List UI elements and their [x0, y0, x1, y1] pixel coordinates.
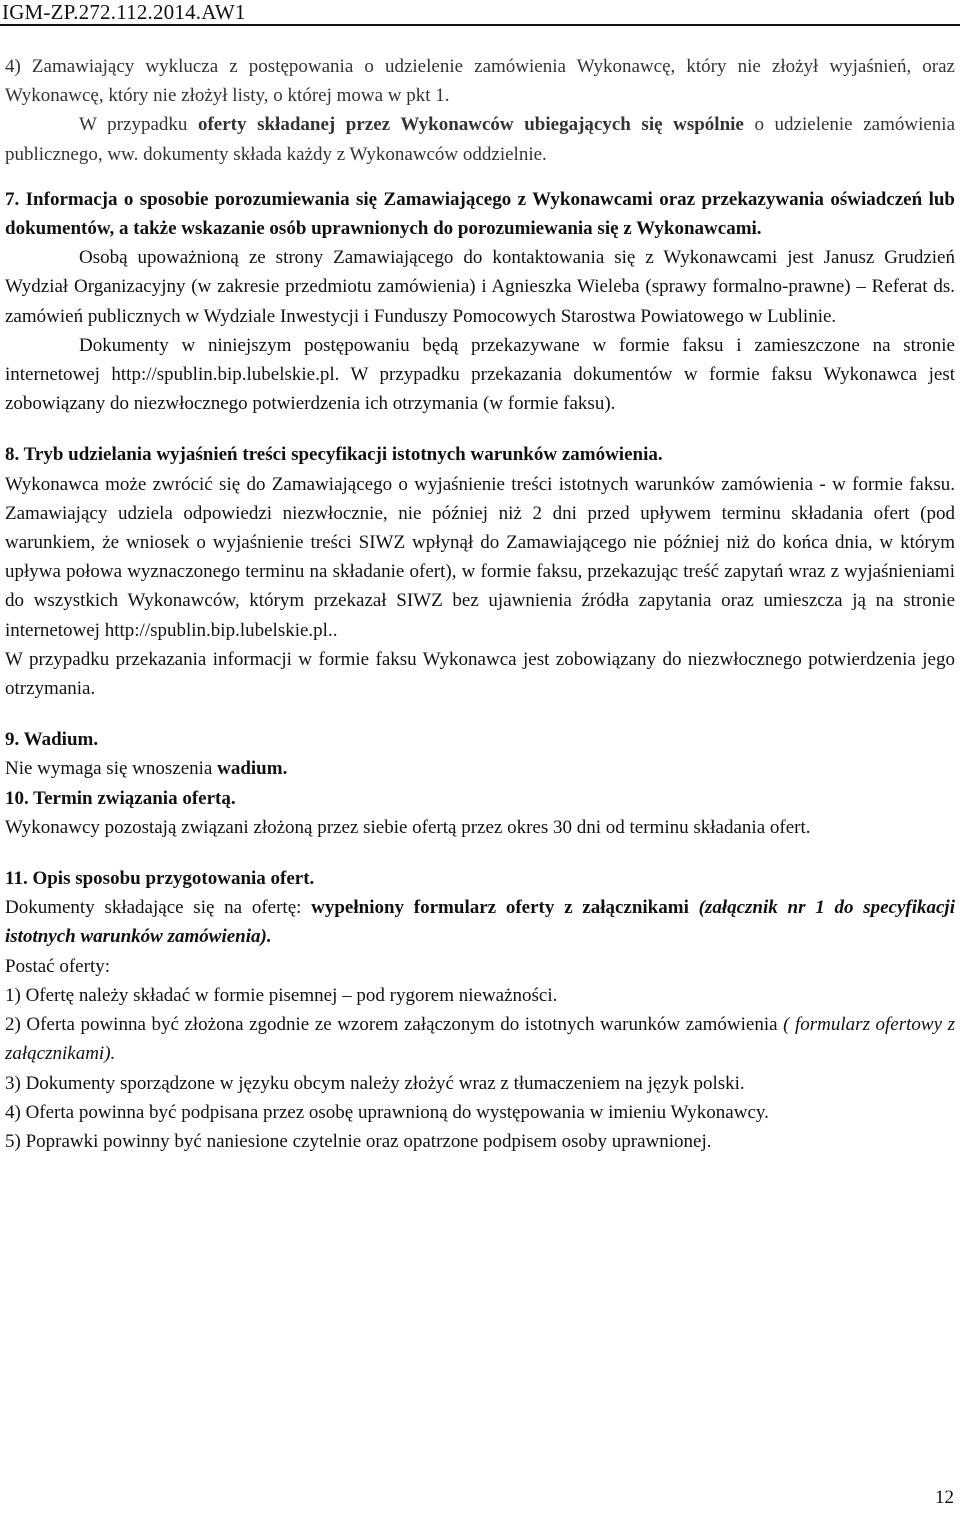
section11-heading: 11. Opis sposobu przygotowania ofert. [5, 868, 315, 890]
section7-contact-paragraph: Osobą upoważnioną ze strony Zamawiającego do kontaktowania się z Wykonawcami jest Janusz Grudzień Wydział Organizacyjny (w zakresie przedmiotu zamówienia) i Agnieszka Wieleba (sprawy formalno-prawne) – Referat ds. zamówień publicznych w Wydziale Inwestycji i Funduszy Pomocowych Starostwa Powiatowego w Lublinie. [5, 247, 955, 327]
section10-heading: 10. Termin związania ofertą. [5, 787, 236, 809]
document-id-header: IGM-ZP.272.112.2014.AW1 [2, 0, 246, 24]
section11-item4: 4) Oferta powinna być podpisana przez osobę uprawnioną do występowania w imieniu Wykonawcy. [5, 1101, 769, 1123]
header-divider [0, 24, 960, 26]
section11-documents [5, 893, 955, 951]
spacer [5, 169, 955, 185]
section8-heading: 8. Tryb udzielania wyjaśnień treści specyfikacji istotnych warunków zamówienia. [5, 444, 663, 466]
section9-text [5, 754, 955, 783]
section11-item2 [5, 1010, 955, 1068]
section11-item2-italic: ( formularz ofertowy z załącznikami). [5, 1014, 955, 1065]
section4-item4: 4) Zamawiający wyklucza z postępowania o udzielenie zamówienia Wykonawcę, który nie złożył wyjaśnień, oraz Wykonawcę, który nie złożył listy, o której mowa w pkt 1. [5, 56, 955, 107]
section8-fax-paragraph: W przypadku przekazania informacji w formie faksu Wykonawca jest zobowiązany do niezwłocznego potwierdzenia jego otrzymania. [5, 648, 955, 700]
section7-documents-paragraph: Dokumenty w niniejszym postępowaniu będą przekazywane w formie faksu i zamieszczone na stronie internetowej http://spublin.bip.lubelskie.pl. W przypadku przekazania dokumentów w formie faksu Wykonawca jest zobowiązany do niezwłocznego potwierdzenia ich otrzymania (w formie faksu). [5, 334, 955, 415]
section11-docs-a: Dokumenty składające się na ofertę: [5, 897, 312, 919]
section4-joint-text-a: W przypadku [79, 114, 198, 136]
spacer [5, 703, 955, 725]
section11-docs-bold: wypełniony formularz oferty z załącznikami [311, 897, 689, 919]
page-number: 12 [935, 1487, 954, 1508]
spacer [5, 418, 955, 440]
section11-docs-italic: (załącznik nr 1 do specyfikacji istotnych warunków zamówienia). [5, 897, 955, 948]
section9-text-bold: wadium. [217, 758, 288, 780]
section11-item5: 5) Poprawki powinny być naniesione czytelnie oraz opatrzone podpisem osoby uprawnionej. [5, 1130, 712, 1152]
section11-item3: 3) Dokumenty sporządzone w języku obcym należy złożyć wraz z tłumaczeniem na język polski. [5, 1072, 745, 1094]
section8-explanation-paragraph: Wykonawca może zwrócić się do Zamawiającego o wyjaśnienie treści istotnych warunków zamówienia - w formie faksu. Zamawiający udziela odpowiedzi niezwłocznie, nie później niż 2 dni przed upływem terminu składania ofert (pod warunkiem, że wniosek o wyjaśnienie treści SIWZ wpłynął do Zamawiającego nie później niż do końca dnia, w którym upływa połowa wyznaczonego terminu na składanie ofert), w formie faksu, przekazując treść zapytań wraz z wyjaśnieniami do wszystkich Wykonawców, którym przekazał SIWZ bez ujawnienia źródła zapytania oraz umieszcza ją na stronie internetowej http://spublin.bip.lubelskie.pl.. [5, 473, 955, 641]
section4-joint-offer-paragraph [5, 110, 955, 168]
section4-joint-text-c: o udzielenie zamówienia publicznego, ww. dokumenty składa każdy z Wykonawców oddzielnie. [5, 114, 955, 165]
section11-item1: 1) Ofertę należy składać w formie pisemnej – pod rygorem nieważności. [5, 984, 558, 1006]
section9-text-a: Nie wymaga się wnoszenia [5, 758, 218, 780]
section11-item2-text: 2) Oferta powinna być złożona zgodnie ze wzorem załączonym do istotnych warunków zamówienia [5, 1014, 784, 1036]
section7-heading: 7. Informacja o sposobie porozumiewania się Zamawiającego z Wykonawcami oraz przekazywania oświadczeń lub dokumentów, a także wskazanie osób uprawnionych do porozumiewania się z Wykonawcami. [5, 188, 955, 240]
section10-text: Wykonawcy pozostają związani złożoną przez siebie ofertą przez okres 30 dni od terminu składania ofert. [5, 816, 811, 838]
section9-heading: 9. Wadium. [5, 729, 99, 751]
section4-joint-text-bold: oferty składanej przez Wykonawców ubiegających się wspólnie [197, 114, 744, 136]
section11-form-label: Postać oferty: [5, 955, 111, 977]
spacer [5, 842, 955, 864]
document-body [5, 52, 955, 1156]
